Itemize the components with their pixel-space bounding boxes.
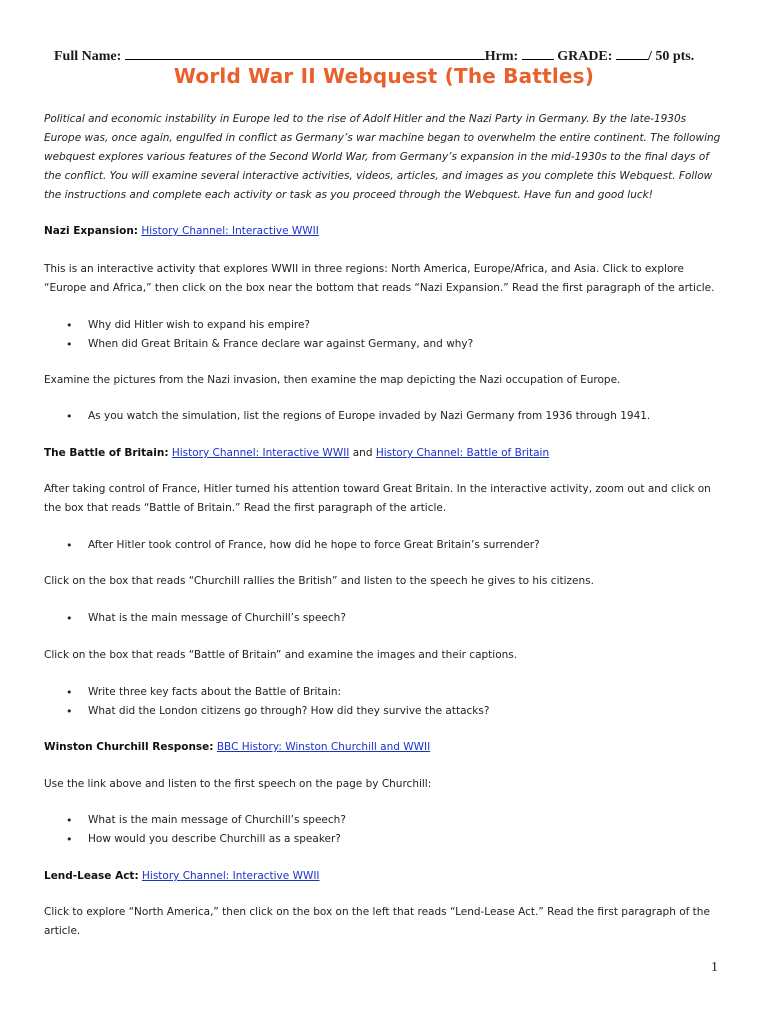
grade-label: GRADE: bbox=[557, 49, 613, 64]
nazi-expansion-instructions: This is an interactive activity that explores WWII in three regions: North America, Europe/Africa, and Asia. Click to explore “Europe and Africa,” then click on the box near the bottom that reads “Nazi Expansion.” Read the first paragraph of the article. bbox=[44, 263, 715, 294]
full-name-blank[interactable] bbox=[125, 47, 485, 60]
nazi-expansion-questions bbox=[62, 316, 722, 354]
heading-text: Lend-Lease Act: bbox=[44, 870, 139, 882]
page-title: World War II Webquest (The Battles) bbox=[173, 64, 595, 88]
churchill-speech-instructions: Use the link above and listen to the first speech on the page by Churchill: bbox=[44, 778, 432, 790]
churchill-speech-questions bbox=[62, 811, 722, 849]
hrm-blank[interactable] bbox=[522, 47, 554, 60]
nazi-map-questions bbox=[62, 407, 722, 426]
hrm-label: Hrm: bbox=[484, 49, 519, 64]
conjunction-text: and bbox=[352, 447, 373, 459]
link-history-channel-interactive[interactable]: History Channel: Interactive WWII bbox=[141, 225, 319, 237]
battle-of-britain-instructions: After taking control of France, Hitler turned his attention toward Great Britain. In the interactive activity, zoom out and click on the box that reads “Battle of Britain.” Read the first paragraph of the article. bbox=[44, 483, 711, 514]
list-item: • Why did Hitler wish to expand his empire? bbox=[62, 316, 722, 335]
link-bbc-churchill[interactable]: BBC History: Winston Churchill and WWII bbox=[216, 741, 431, 753]
list-item: • How would you describe Churchill as a speaker? bbox=[62, 830, 722, 849]
link-history-channel-interactive[interactable]: History Channel: Interactive WWII bbox=[171, 447, 350, 459]
heading-text: Winston Churchill Response: bbox=[44, 741, 214, 753]
nazi-map-instructions: Examine the pictures from the Nazi invasion, then examine the map depicting the Nazi occupation of Europe. bbox=[44, 374, 621, 386]
heading-text: The Battle of Britain: bbox=[44, 447, 169, 459]
section-heading-battle-of-britain bbox=[44, 444, 724, 463]
list-item: • Write three key facts about the Battle of Britain: bbox=[62, 683, 722, 702]
section-heading-lend-lease bbox=[44, 867, 724, 886]
link-history-channel-battle-of-britain[interactable]: History Channel: Battle of Britain bbox=[375, 447, 550, 459]
grade-blank[interactable] bbox=[616, 47, 648, 60]
section-heading-churchill-response bbox=[44, 738, 724, 757]
student-info-line bbox=[54, 47, 734, 65]
battle-of-britain-questions bbox=[62, 536, 722, 555]
churchill-rallies-questions bbox=[62, 609, 722, 628]
list-item: • What is the main message of Churchill’s speech? bbox=[62, 609, 722, 628]
intro-paragraph: Political and economic instability in Europe led to the rise of Adolf Hitler and the Nazi Party in Germany. By the late-1930s Europe was, once again, engulfed in conflict as Germany’s war machine began to overwhelm the entire continent. The following webquest explores various features of the Second World War, from Germany’s expansion in the mid-1930s to the final days of the conflict. You will examine several interactive activities, videos, articles, and images as you complete this Webquest. Follow the instructions and complete each activity or task as you proceed through the Webquest. Have fun and good luck! bbox=[44, 113, 721, 201]
full-name-label: Full Name: bbox=[54, 49, 122, 64]
section-heading-nazi-expansion bbox=[44, 222, 724, 241]
list-item: • When did Great Britain & France declare war against Germany, and why? bbox=[62, 335, 722, 354]
list-item: • What is the main message of Churchill’s speech? bbox=[62, 811, 722, 830]
churchill-rallies-instructions: Click on the box that reads “Churchill rallies the British” and listen to the speech he gives to his citizens. bbox=[44, 575, 594, 587]
lend-lease-instructions: Click to explore “North America,” then click on the box on the left that reads “Lend-Lease Act.” Read the first paragraph of the article. bbox=[44, 906, 710, 937]
list-item: • After Hitler took control of France, how did he hope to force Great Britain’s surrender? bbox=[62, 536, 722, 555]
page-number: 1 bbox=[711, 960, 718, 975]
list-item: • What did the London citizens go through? How did they survive the attacks? bbox=[62, 702, 722, 721]
points-label: / 50 pts. bbox=[647, 49, 695, 64]
battle-images-instructions: Click on the box that reads “Battle of Britain” and examine the images and their captions. bbox=[44, 649, 518, 661]
link-history-channel-interactive[interactable]: History Channel: Interactive WWII bbox=[142, 870, 320, 882]
heading-text: Nazi Expansion: bbox=[44, 225, 138, 237]
battle-images-questions bbox=[62, 683, 722, 721]
list-item: • As you watch the simulation, list the regions of Europe invaded by Nazi Germany from 1936 through 1941. bbox=[62, 407, 722, 426]
